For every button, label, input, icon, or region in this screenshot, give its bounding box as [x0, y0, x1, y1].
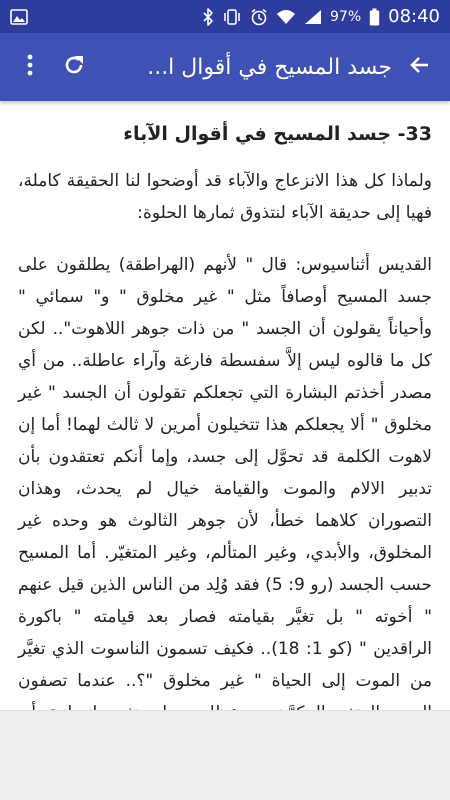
back-arrow-icon: [408, 53, 432, 81]
wifi-icon: [276, 9, 296, 25]
status-left: [10, 9, 28, 25]
battery-icon: [369, 8, 380, 26]
signal-icon: [304, 9, 322, 25]
article-paragraph: القديس أثناسيوس: قال " لأنهم (الهراطقة) يطلقون على جسد المسيح أوصافاً مثل " غير مخلوق " و" سمائي " وأحياناً يقولون أن الجسد " من ذات جوهر اللاهوت".. لكن كل ما قالوه ليس إلاَّ سفسطة فارغة وآراء عاطلة.. من أي مصدر أخذتم البشارة التي تجعلكم تقولون أن الجسد " غير مخلوق " ألا يجعلكم هذا تتخيلون أمرين لا ثالث لهما! أما إن لاهوت الكلمة قد تحوَّل إلى جسد، وإما أنكم تعتقدون بأن تدبير الالام والموت والقيامة خيال لم يحدث، وهذان التصوران كلاهما خطأ، لأن جوهر الثالوث هو وحده غير المخلوق، والأبدي، وغير المتألم، وغير المتغيّر. أما المسيح حسب الجسد (رو 9: 5) فقد وُلِد من الناس الذين قيل عنهم " أخوته " بل تغيَّر بقيامته فصار بعد قيامته " باكورة الراقدين " (كو 1: 18).. فكيف تسمون الناسوت الذي تغيَّر من الموت إلى الحياة " غير مخلوق "؟.. عندما تصفون: [18, 255, 432, 691]
article-paragraph: ولماذا كل هذا الانزعاج والآباء قد أوضحوا لنا الحقيقة كاملة، فهيا إلى حديقة الآباء لنتذوق ثمارها الحلوة:: [18, 171, 432, 223]
vibrate-icon: [222, 8, 242, 26]
article-content[interactable]: [0, 101, 450, 710]
status-time: 08:40: [388, 6, 440, 27]
app-bar: [0, 33, 450, 101]
overflow-menu-icon: [27, 54, 33, 80]
article-title: 33- جسد المسيح في أقوال الآباء: [123, 123, 432, 145]
gallery-icon: [10, 9, 28, 25]
back-button[interactable]: [398, 45, 442, 89]
app-bar-title: جسد المسيح في أقوال ا...: [147, 54, 392, 80]
refresh-icon: [62, 53, 86, 81]
bottom-area: [0, 710, 450, 800]
overflow-menu-button[interactable]: [8, 45, 52, 89]
status-bar: [0, 0, 450, 33]
status-right: [202, 6, 440, 27]
battery-percent: 97%: [330, 8, 362, 25]
bluetooth-icon: [202, 8, 214, 26]
refresh-button[interactable]: [52, 45, 96, 89]
alarm-icon: [250, 8, 268, 26]
